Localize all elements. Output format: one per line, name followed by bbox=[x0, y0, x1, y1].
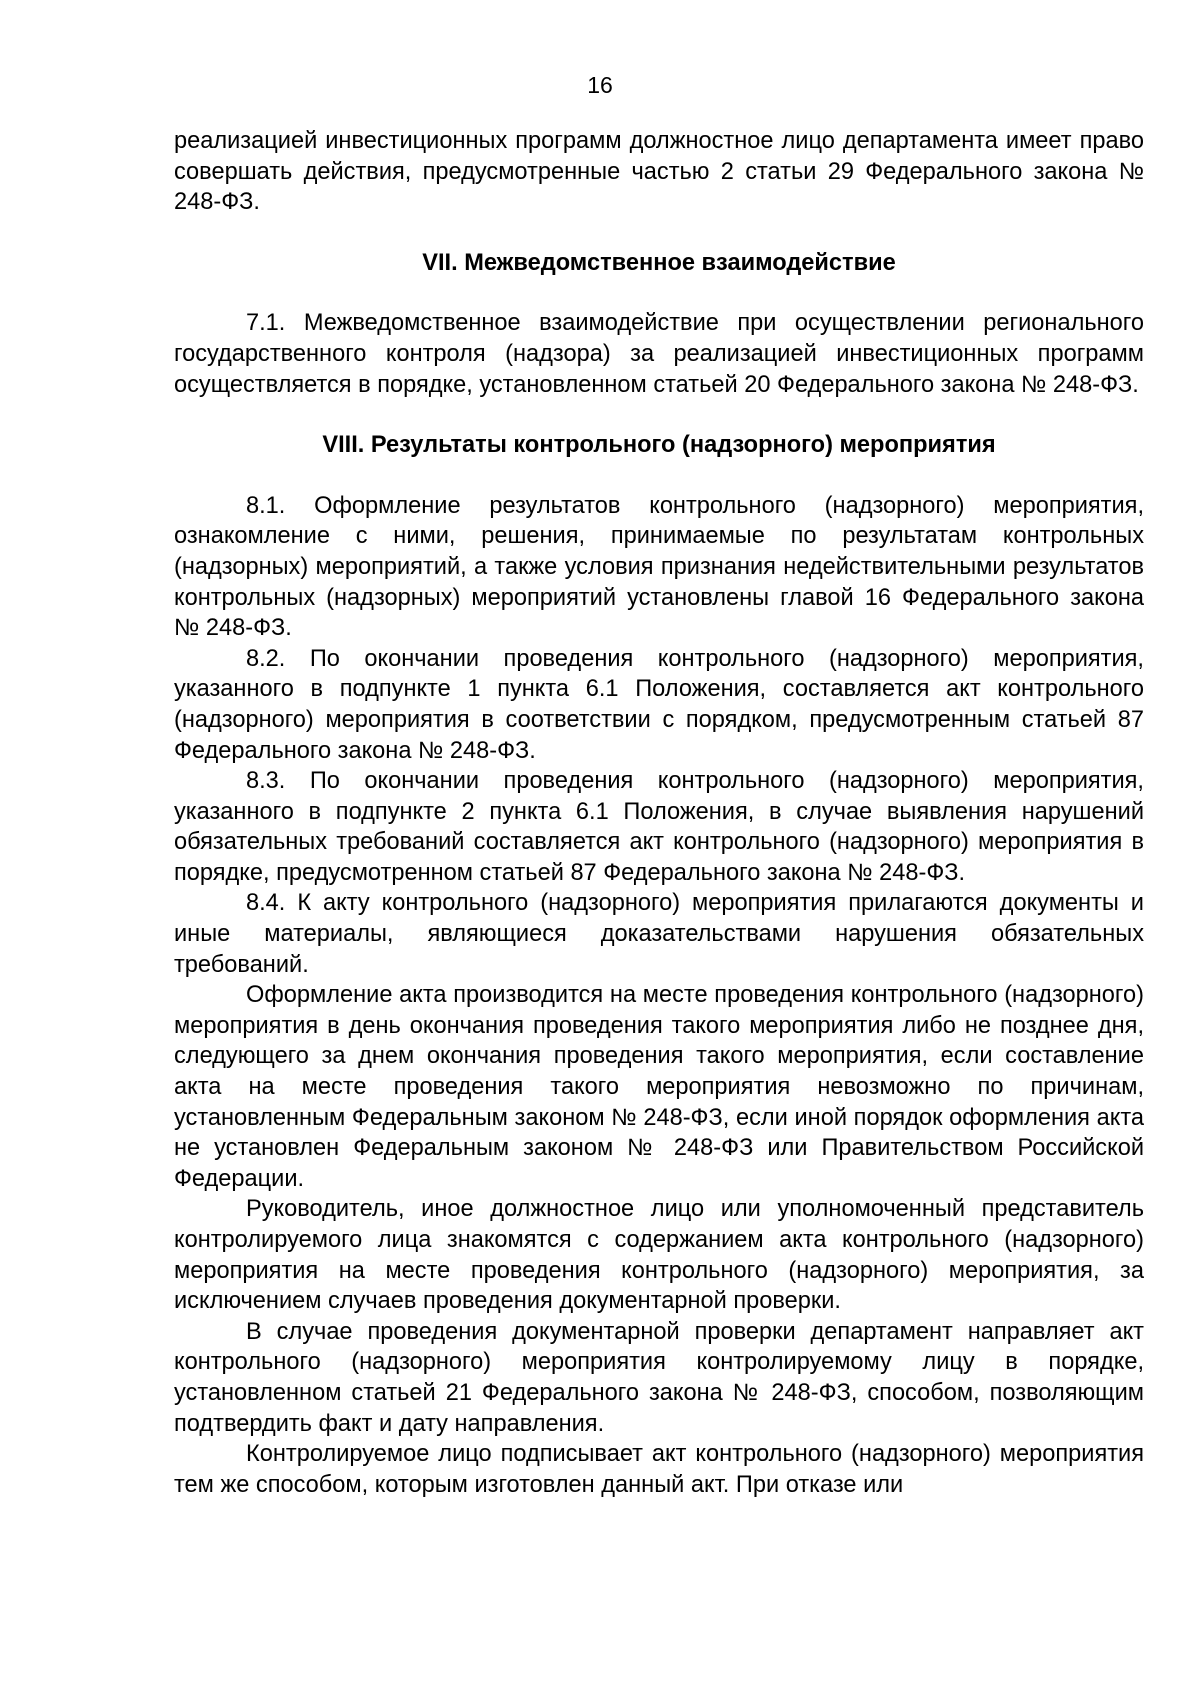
paragraph-7-1: 7.1. Межведомственное взаимодействие при осуществлении регионального государственного контроля (надзора) за реализацией инвестиционных программ осуществляется в порядке, установленном статьей 20 Федерального закона № 248-ФЗ. bbox=[174, 310, 1144, 398]
document-body bbox=[174, 126, 1144, 1500]
paragraph-8-1: 8.1. Оформление результатов контрольного (надзорного) мероприятия, ознакомление с ними, решения, принимаемые по результатам контрольных (надзорных) мероприятий, а также условия признания недействительными результатов контрольных (надзорных) мероприятий установлены главой 16 Федерального закона № 248-ФЗ. bbox=[174, 492, 1144, 642]
section-heading-7: VII. Межведомственное взаимодействие bbox=[422, 249, 896, 276]
paragraph-8-4-act-drafting: Оформление акта производится на месте проведения контрольного (надзорного) мероприятия в день окончания проведения такого мероприятия либо не позднее дня, следующего за днем окончания проведения такого мероприятия, если составление акта на месте проведения такого мероприятия невозможно по причинам, установленным Федеральным законом № 248-ФЗ, если иной порядок оформления акта не установлен Федеральным законом № 248-ФЗ или Правительством Российской Федерации. bbox=[174, 982, 1144, 1192]
paragraph-8-3: 8.3. По окончании проведения контрольного (надзорного) мероприятия, указанного в подпункте 2 пункта 6.1 Положения, в случае выявления нарушений обязательных требований составляется акт контрольного (надзорного) мероприятия в порядке, предусмотренном статьей 87 Федерального закона № 248-ФЗ. bbox=[174, 768, 1144, 886]
paragraph-8-4-familiarization: Руководитель, иное должностное лицо или уполномоченный представитель контролируемого лица знакомятся с содержанием акта контрольного (надзорного) мероприятия на месте проведения контрольного (надзорного) мероприятия, за исключением случаев проведения документарной проверки. bbox=[174, 1196, 1144, 1315]
page-number: 16 bbox=[587, 72, 613, 98]
section-heading-8: VIII. Результаты контрольного (надзорного) мероприятия bbox=[322, 432, 996, 459]
paragraph-8-4-signing: Контролируемое лицо подписывает акт контрольного (надзорного) мероприятия тем же способом, которым изготовлен данный акт. При отказе или bbox=[174, 1441, 1144, 1498]
paragraph-8-4: 8.4. К акту контрольного (надзорного) мероприятия прилагаются документы и иные материалы, являющиеся доказательствами нарушения обязательных требований. bbox=[174, 890, 1144, 978]
paragraph-8-4-documentary-check: В случае проведения документарной проверки департамент направляет акт контрольного (надзорного) мероприятия контролируемому лицу в порядке, установленном статьей 21 Федерального закона № 248-ФЗ, способом, позволяющим подтвердить факт и дату направления. bbox=[174, 1318, 1144, 1437]
paragraph-8-2: 8.2. По окончании проведения контрольного (надзорного) мероприятия, указанного в подпункте 1 пункта 6.1 Положения, составляется акт контрольного (надзорного) мероприятия в соответствии с порядком, предусмотренным статьей 87 Федерального закона № 248-ФЗ. bbox=[174, 645, 1144, 764]
paragraph-continuation: реализацией инвестиционных программ должностное лицо департамента имеет право совершать действия, предусмотренные частью 2 статьи 29 Федерального закона № 248-ФЗ. bbox=[174, 128, 1144, 216]
